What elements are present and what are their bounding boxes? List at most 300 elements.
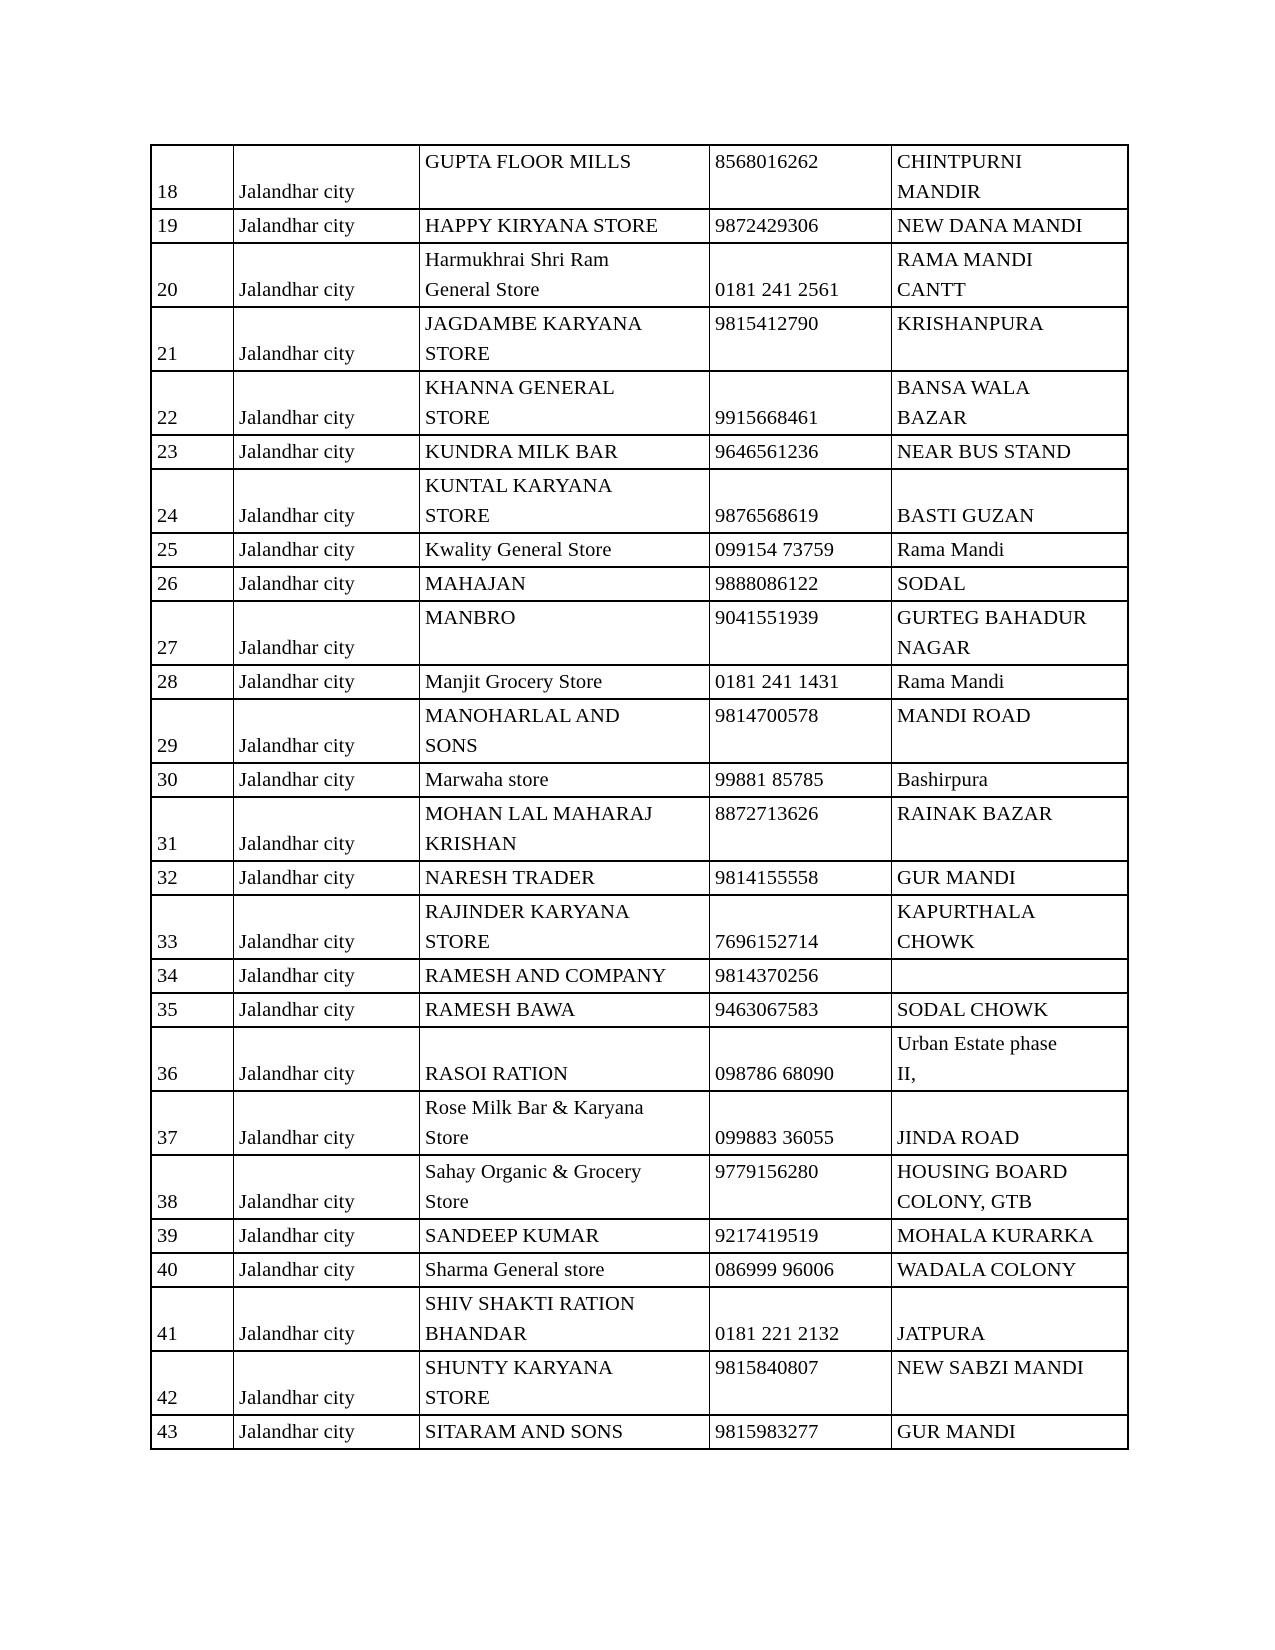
cell-store-name-lines	[425, 863, 704, 893]
cell-phone	[710, 699, 892, 763]
cell-serial-number: 43	[151, 1415, 234, 1449]
cell-store-name-line: Sahay Organic & Grocery	[425, 1161, 642, 1183]
cell-address	[892, 243, 1129, 307]
cell-phone-line: 99881 85785	[715, 769, 824, 791]
cell-phone-lines	[715, 863, 886, 893]
cell-serial-number: 29	[151, 699, 234, 763]
cell-phone	[710, 1091, 892, 1155]
cell-address-line	[897, 1383, 1122, 1413]
cell-phone-lines	[715, 1255, 886, 1285]
cell-phone-line	[715, 471, 886, 501]
cell-address-line: HOUSING BOARD	[897, 1161, 1068, 1183]
cell-store-name	[420, 861, 710, 895]
cell-store-name-line: STORE	[425, 505, 491, 527]
cell-address-line: WADALA COLONY	[897, 1259, 1077, 1281]
cell-address-lines	[897, 1093, 1122, 1153]
cell-store-name-line: GUPTA FLOOR MILLS	[425, 151, 632, 173]
cell-store-name-line: General Store	[425, 279, 540, 301]
cell-store-name-line: SONS	[425, 735, 478, 757]
cell-phone	[710, 243, 892, 307]
cell-store-name-lines	[425, 373, 704, 433]
cell-phone-line: 0181 241 2561	[715, 279, 840, 301]
cell-city: Jalandhar city	[234, 861, 420, 895]
cell-address	[892, 861, 1129, 895]
table-row	[151, 1415, 1128, 1449]
cell-address	[892, 209, 1129, 243]
cell-phone	[710, 1155, 892, 1219]
cell-store-name	[420, 1287, 710, 1351]
cell-serial-number: 34	[151, 959, 234, 993]
cell-address-line: CHOWK	[897, 931, 975, 953]
cell-city: Jalandhar city	[234, 601, 420, 665]
cell-store-name-lines	[425, 569, 704, 599]
cell-city: Jalandhar city	[234, 567, 420, 601]
cell-address-lines	[897, 535, 1122, 565]
cell-address-line: Rama Mandi	[897, 671, 1005, 693]
cell-phone-line: 099154 73759	[715, 539, 835, 561]
cell-phone-line	[715, 1187, 886, 1217]
cell-store-name	[420, 1219, 710, 1253]
cell-city: Jalandhar city	[234, 699, 420, 763]
cell-city: Jalandhar city	[234, 665, 420, 699]
cell-phone-lines	[715, 961, 886, 991]
cell-store-name	[420, 469, 710, 533]
cell-phone-line: 7696152714	[715, 931, 819, 953]
cell-address-line	[897, 471, 1122, 501]
cell-phone-lines	[715, 1221, 886, 1251]
cell-address-lines	[897, 569, 1122, 599]
cell-address-line: GURTEG BAHADUR	[897, 607, 1087, 629]
cell-store-name	[420, 533, 710, 567]
cell-store-name-lines	[425, 1417, 704, 1447]
cell-store-name-line: RAJINDER KARYANA	[425, 901, 630, 923]
cell-phone-line: 098786 68090	[715, 1063, 835, 1085]
cell-city: Jalandhar city	[234, 1219, 420, 1253]
cell-phone-line	[715, 1093, 886, 1123]
cell-phone-line: 9876568619	[715, 505, 819, 527]
cell-store-name-lines	[425, 309, 704, 369]
table-row	[151, 1351, 1128, 1415]
table-row	[151, 699, 1128, 763]
cell-phone-line: 9217419519	[715, 1225, 819, 1247]
cell-store-name-line: JAGDAMBE KARYANA	[425, 313, 643, 335]
cell-phone	[710, 1253, 892, 1287]
cell-phone	[710, 861, 892, 895]
cell-store-name	[420, 993, 710, 1027]
cell-phone-line	[715, 897, 886, 927]
cell-phone-line	[715, 1383, 886, 1413]
cell-store-name-lines	[425, 701, 704, 761]
cell-serial-number: 21	[151, 307, 234, 371]
cell-phone-lines	[715, 1093, 886, 1153]
cell-serial-number: 42	[151, 1351, 234, 1415]
cell-phone	[710, 1219, 892, 1253]
cell-store-name	[420, 371, 710, 435]
cell-store-name-line: STORE	[425, 931, 491, 953]
cell-phone-lines	[715, 569, 886, 599]
cell-phone-line: 9463067583	[715, 999, 819, 1021]
cell-address-line	[897, 829, 1122, 859]
cell-store-name-line: Sharma General store	[425, 1259, 605, 1281]
cell-store-name	[420, 1351, 710, 1415]
cell-store-name-lines	[425, 799, 704, 859]
cell-city: Jalandhar city	[234, 145, 420, 209]
table-row	[151, 371, 1128, 435]
cell-address-line: II,	[897, 1063, 917, 1085]
cell-address-line: JATPURA	[897, 1323, 986, 1345]
cell-phone-lines	[715, 667, 886, 697]
cell-address-lines	[897, 1353, 1122, 1413]
cell-address-line: BASTI GUZAN	[897, 505, 1035, 527]
cell-address-line: KAPURTHALA	[897, 901, 1036, 923]
table-row	[151, 1155, 1128, 1219]
table-row	[151, 861, 1128, 895]
cell-address-lines	[897, 211, 1122, 241]
cell-address-lines	[897, 373, 1122, 433]
cell-phone-line: 9814700578	[715, 705, 819, 727]
cell-serial-number: 18	[151, 145, 234, 209]
cell-store-name	[420, 243, 710, 307]
table-body	[151, 145, 1128, 1449]
cell-address	[892, 1253, 1129, 1287]
cell-serial-number: 39	[151, 1219, 234, 1253]
cell-phone-line: 8568016262	[715, 151, 819, 173]
cell-phone	[710, 1415, 892, 1449]
cell-address-lines	[897, 667, 1122, 697]
cell-phone-line	[715, 829, 886, 859]
cell-phone-line: 9915668461	[715, 407, 819, 429]
cell-phone-line	[715, 1029, 886, 1059]
cell-phone-lines	[715, 765, 886, 795]
cell-phone-line: 9815412790	[715, 313, 819, 335]
cell-store-name-line: SANDEEP KUMAR	[425, 1225, 600, 1247]
table-row	[151, 469, 1128, 533]
table-row	[151, 1287, 1128, 1351]
cell-address	[892, 145, 1129, 209]
cell-store-name-line: Kwality General Store	[425, 539, 612, 561]
cell-store-name	[420, 145, 710, 209]
cell-phone	[710, 665, 892, 699]
cell-address-lines	[897, 897, 1122, 957]
cell-address-lines	[897, 309, 1122, 369]
cell-city: Jalandhar city	[234, 371, 420, 435]
cell-city: Jalandhar city	[234, 1287, 420, 1351]
cell-store-name-line: Harmukhrai Shri Ram	[425, 249, 610, 271]
cell-phone-lines	[715, 471, 886, 531]
cell-address-lines	[897, 1221, 1122, 1251]
cell-city: Jalandhar city	[234, 993, 420, 1027]
cell-store-name-lines	[425, 995, 704, 1025]
cell-store-name-lines	[425, 667, 704, 697]
table-row	[151, 243, 1128, 307]
cell-address-line: CHINTPURNI	[897, 151, 1023, 173]
cell-store-name-line: KRISHAN	[425, 833, 517, 855]
cell-address	[892, 797, 1129, 861]
cell-store-name-line	[425, 633, 704, 663]
cell-store-name	[420, 1155, 710, 1219]
cell-serial-number: 40	[151, 1253, 234, 1287]
cell-address	[892, 959, 1129, 993]
cell-serial-number: 32	[151, 861, 234, 895]
cell-store-name-line: STORE	[425, 407, 491, 429]
cell-address-lines	[897, 1289, 1122, 1349]
cell-address-line: KRISHANPURA	[897, 313, 1044, 335]
cell-address-line: RAINAK BAZAR	[897, 803, 1053, 825]
cell-phone-line: 9888086122	[715, 573, 819, 595]
table-row	[151, 567, 1128, 601]
cell-phone	[710, 307, 892, 371]
cell-phone-line: 9815983277	[715, 1421, 819, 1443]
cell-store-name-lines	[425, 603, 704, 663]
cell-address-lines	[897, 765, 1122, 795]
cell-phone-lines	[715, 995, 886, 1025]
table-row	[151, 1219, 1128, 1253]
cell-store-name-line: RAMESH BAWA	[425, 999, 576, 1021]
cell-serial-number: 33	[151, 895, 234, 959]
cell-address-line: SODAL CHOWK	[897, 999, 1049, 1021]
cell-store-name-lines	[425, 1029, 704, 1089]
cell-city: Jalandhar city	[234, 435, 420, 469]
cell-store-name	[420, 797, 710, 861]
cell-address	[892, 601, 1129, 665]
cell-phone-line	[715, 731, 886, 761]
cell-store-name	[420, 601, 710, 665]
cell-store-name-lines	[425, 1255, 704, 1285]
table-row	[151, 1091, 1128, 1155]
cell-address	[892, 567, 1129, 601]
cell-phone-lines	[715, 701, 886, 761]
cell-address-line: BANSA WALA	[897, 377, 1031, 399]
cell-address-line: BAZAR	[897, 407, 967, 429]
table-row	[151, 307, 1128, 371]
table-row	[151, 435, 1128, 469]
cell-address-lines	[897, 1417, 1122, 1447]
cell-serial-number: 24	[151, 469, 234, 533]
cell-store-name-lines	[425, 1093, 704, 1153]
cell-phone	[710, 895, 892, 959]
cell-address-line: COLONY, GTB	[897, 1191, 1033, 1213]
cell-serial-number: 37	[151, 1091, 234, 1155]
cell-store-name-line: MAHAJAN	[425, 573, 526, 595]
table-row	[151, 959, 1128, 993]
cell-store-name	[420, 665, 710, 699]
cell-phone-lines	[715, 799, 886, 859]
cell-store-name-line: MANOHARLAL AND	[425, 705, 620, 727]
cell-store-name-line: BHANDAR	[425, 1323, 528, 1345]
cell-address	[892, 763, 1129, 797]
cell-serial-number: 31	[151, 797, 234, 861]
cell-address	[892, 1091, 1129, 1155]
cell-serial-number: 20	[151, 243, 234, 307]
cell-address	[892, 1155, 1129, 1219]
cell-phone-line: 9779156280	[715, 1161, 819, 1183]
cell-phone	[710, 567, 892, 601]
cell-phone-lines	[715, 535, 886, 565]
cell-phone	[710, 435, 892, 469]
cell-store-name-line: RASOI RATION	[425, 1063, 568, 1085]
cell-phone-line: 9814155558	[715, 867, 819, 889]
cell-store-name-line	[425, 1029, 704, 1059]
cell-phone-lines	[715, 147, 886, 207]
cell-address	[892, 469, 1129, 533]
cell-store-name-line: SHUNTY KARYANA	[425, 1357, 614, 1379]
cell-store-name-lines	[425, 897, 704, 957]
cell-address-lines	[897, 1255, 1122, 1285]
cell-store-name	[420, 699, 710, 763]
cell-address-line	[897, 731, 1122, 761]
cell-store-name-line: KHANNA GENERAL	[425, 377, 615, 399]
cell-store-name	[420, 435, 710, 469]
cell-city: Jalandhar city	[234, 797, 420, 861]
cell-serial-number: 35	[151, 993, 234, 1027]
cell-address-line	[897, 961, 1122, 991]
cell-city: Jalandhar city	[234, 1351, 420, 1415]
cell-phone	[710, 1351, 892, 1415]
cell-store-name	[420, 567, 710, 601]
cell-city: Jalandhar city	[234, 1155, 420, 1219]
cell-address-line: Bashirpura	[897, 769, 988, 791]
cell-city: Jalandhar city	[234, 533, 420, 567]
cell-phone-line	[715, 1289, 886, 1319]
cell-city: Jalandhar city	[234, 1415, 420, 1449]
cell-city: Jalandhar city	[234, 469, 420, 533]
table-row	[151, 993, 1128, 1027]
cell-phone-line: 086999 96006	[715, 1259, 835, 1281]
table-row	[151, 533, 1128, 567]
cell-phone-line	[715, 373, 886, 403]
cell-address	[892, 699, 1129, 763]
cell-address	[892, 371, 1129, 435]
cell-store-name-line: Store	[425, 1191, 469, 1213]
cell-address-line: GUR MANDI	[897, 1421, 1016, 1443]
cell-serial-number: 22	[151, 371, 234, 435]
cell-phone-lines	[715, 1353, 886, 1413]
cell-address-line	[897, 1093, 1122, 1123]
cell-city: Jalandhar city	[234, 1091, 420, 1155]
cell-store-name-line: KUNTAL KARYANA	[425, 475, 613, 497]
cell-store-name-lines	[425, 245, 704, 305]
cell-city: Jalandhar city	[234, 307, 420, 371]
cell-store-name-line: HAPPY KIRYANA STORE	[425, 215, 659, 237]
cell-address	[892, 435, 1129, 469]
cell-phone-lines	[715, 1289, 886, 1349]
cell-city: Jalandhar city	[234, 959, 420, 993]
cell-city: Jalandhar city	[234, 243, 420, 307]
cell-store-name-lines	[425, 1289, 704, 1349]
cell-serial-number: 30	[151, 763, 234, 797]
cell-address-lines	[897, 961, 1122, 991]
cell-city: Jalandhar city	[234, 1027, 420, 1091]
cell-address	[892, 895, 1129, 959]
cell-store-name	[420, 209, 710, 243]
table-row	[151, 763, 1128, 797]
cell-serial-number: 36	[151, 1027, 234, 1091]
cell-phone-line: 9646561236	[715, 441, 819, 463]
cell-phone-line	[715, 339, 886, 369]
cell-phone	[710, 209, 892, 243]
cell-phone-line: 9041551939	[715, 607, 819, 629]
cell-phone-lines	[715, 245, 886, 305]
cell-phone-lines	[715, 211, 886, 241]
cell-phone	[710, 145, 892, 209]
cell-store-name-line: MANBRO	[425, 607, 516, 629]
cell-store-name	[420, 959, 710, 993]
table-row	[151, 209, 1128, 243]
cell-store-name-lines	[425, 765, 704, 795]
cell-address-lines	[897, 437, 1122, 467]
cell-store-name-line: RAMESH AND COMPANY	[425, 965, 667, 987]
cell-phone	[710, 371, 892, 435]
cell-store-name-lines	[425, 211, 704, 241]
cell-address	[892, 1351, 1129, 1415]
cell-phone-lines	[715, 1157, 886, 1217]
cell-serial-number: 25	[151, 533, 234, 567]
table-row	[151, 665, 1128, 699]
table-row	[151, 1253, 1128, 1287]
cell-store-name	[420, 1415, 710, 1449]
cell-city: Jalandhar city	[234, 209, 420, 243]
cell-phone	[710, 797, 892, 861]
store-directory-table-wrapper	[150, 144, 1094, 1450]
cell-store-name-lines	[425, 1353, 704, 1413]
cell-address-line: RAMA MANDI	[897, 249, 1033, 271]
cell-phone	[710, 601, 892, 665]
cell-address-line: NEAR BUS STAND	[897, 441, 1072, 463]
cell-store-name-line: STORE	[425, 1387, 491, 1409]
cell-address-line	[897, 339, 1122, 369]
cell-store-name-line	[425, 177, 704, 207]
cell-address	[892, 307, 1129, 371]
cell-store-name-line: MOHAN LAL MAHARAJ	[425, 803, 653, 825]
cell-address-lines	[897, 603, 1122, 663]
cell-address	[892, 1219, 1129, 1253]
cell-store-name	[420, 307, 710, 371]
cell-phone-line	[715, 177, 886, 207]
cell-store-name-lines	[425, 961, 704, 991]
cell-phone-lines	[715, 437, 886, 467]
cell-serial-number: 28	[151, 665, 234, 699]
cell-phone	[710, 469, 892, 533]
cell-phone-line: 0181 241 1431	[715, 671, 840, 693]
cell-store-name	[420, 895, 710, 959]
cell-address	[892, 1027, 1129, 1091]
cell-address-line	[897, 1289, 1122, 1319]
cell-store-name-line: Manjit Grocery Store	[425, 671, 603, 693]
cell-store-name-lines	[425, 471, 704, 531]
cell-phone-line: 9814370256	[715, 965, 819, 987]
cell-store-name-lines	[425, 1221, 704, 1251]
cell-address-lines	[897, 701, 1122, 761]
cell-address-line: MANDI ROAD	[897, 705, 1031, 727]
cell-address-lines	[897, 863, 1122, 893]
cell-serial-number: 26	[151, 567, 234, 601]
cell-address	[892, 1287, 1129, 1351]
cell-address	[892, 533, 1129, 567]
cell-address-lines	[897, 471, 1122, 531]
cell-phone-lines	[715, 897, 886, 957]
cell-address-line: Urban Estate phase	[897, 1033, 1058, 1055]
cell-store-name-lines	[425, 1157, 704, 1217]
cell-serial-number: 41	[151, 1287, 234, 1351]
cell-store-name	[420, 1253, 710, 1287]
cell-address-lines	[897, 995, 1122, 1025]
cell-phone-line	[715, 245, 886, 275]
cell-address-lines	[897, 1157, 1122, 1217]
cell-store-name-line: KUNDRA MILK BAR	[425, 441, 618, 463]
cell-address	[892, 1415, 1129, 1449]
cell-phone	[710, 763, 892, 797]
cell-phone	[710, 1027, 892, 1091]
